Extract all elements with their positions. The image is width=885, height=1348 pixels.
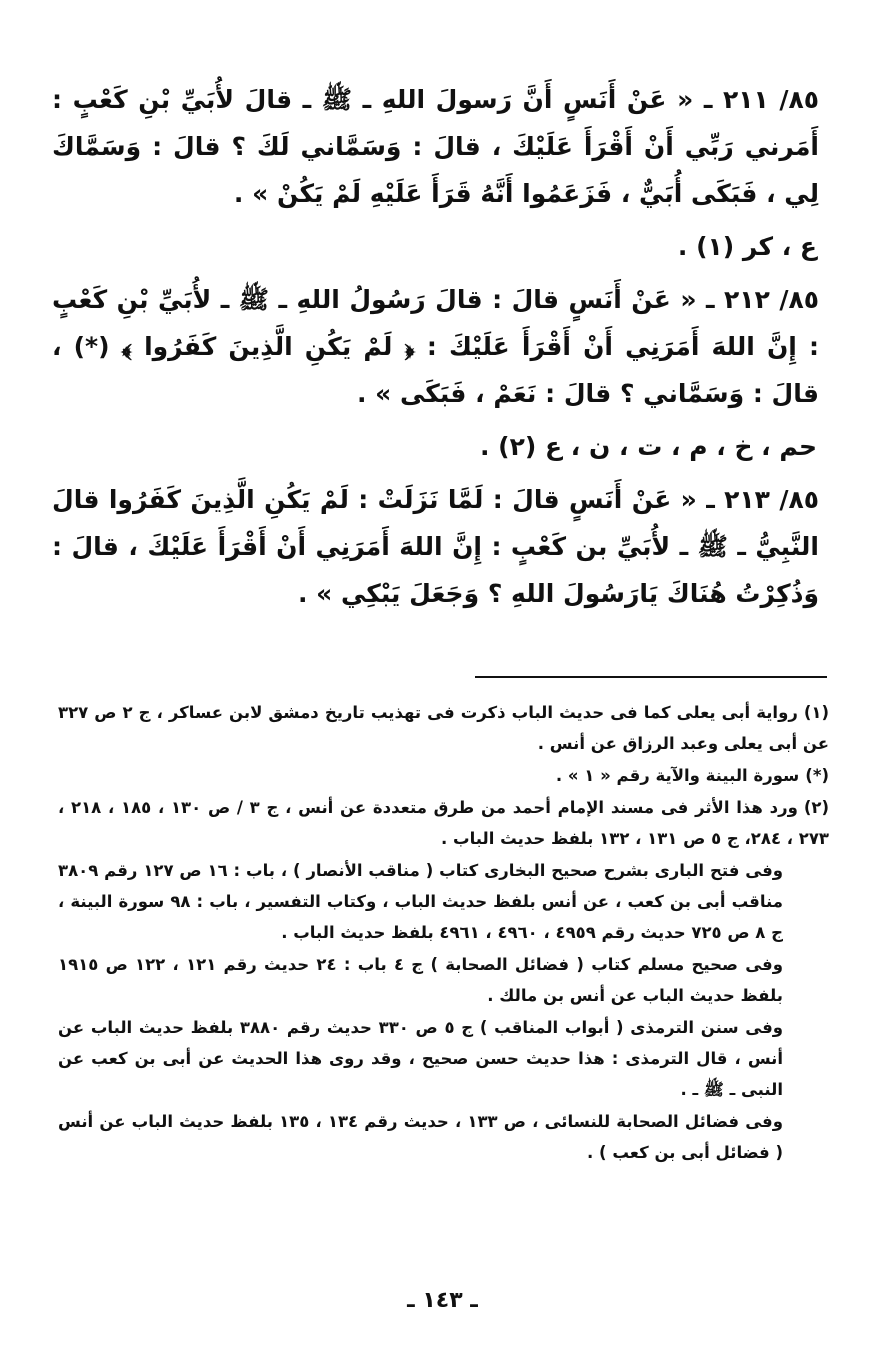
page-number: ـ ١٤٣ ـ: [407, 1288, 478, 1313]
footnote-2-muslim: وفى صحيح مسلم كتاب ( فضائل الصحابة ) ج ٤ باب : ٢٤ حديث رقم ١٢١ ، ١٢٢ ص ١٩١٥ بلفظ حديث الباب عن أنس بن مالك .: [58, 955, 783, 1005]
hadith-211-source: ع ، كر (١) .: [677, 232, 817, 261]
footnote-star: [58, 760, 829, 791]
footnote-2: [58, 792, 829, 854]
footnote-2-tirmidhi: وفى سنن الترمذى ( أبواب المناقب ) ج ٥ ص ٣٣٠ حديث رقم ٣٨٨٠ بلفظ حديث الباب عن أنس ، قال الترمذى : هذا حديث حسن صحيح ، وقد روى هذا الحديث عن أبى بن كعب عن النبى ـ ﷺ ـ .: [58, 1018, 784, 1099]
footnotes: [58, 697, 829, 1169]
footnote-star-marker: (*): [805, 766, 829, 785]
footnote-2-bukhari: وفى فتح البارى بشرح صحيح البخارى كتاب ( مناقب الأنصار ) ، باب : ١٦ ص ١٢٧ رقم ٣٨٠٩ مناقب أبى بن كعب ، عن أنس بلفظ حديث الباب ، وكتاب التفسير ، باب : ٩٨ سورة البينة ، ج ٨ ص ٧٢٥ حديث رقم ٤٩٥٩ ، ٤٩٦٠ ، ٤٩٦١ بلفظ حديث الباب .: [58, 861, 784, 942]
footnote-1-text: رواية أبى يعلى كما فى حديث الباب ذكرت فى تهذيب تاريخ دمشق لابن عساكر ، ج ٢ ص ٣٢٧ عن أبى يعلى وعبد الرزاق عن أنس .: [58, 703, 829, 753]
hadith-213: ٨٥/ ٢١٣ ـ « عَنْ أَنَسٍ قالَ : لَمَّا نَزَلَتْ : لَمْ يَكُنِ الَّذِينَ كَفَرُوا قالَ النَّبِيُّ ـ ﷺ ـ لأُبَيِّ بن كَعْبٍ : إِنَّ اللهَ أَمَرَنِي أَنْ أَقْرَأَ عَلَيْكَ ، قالَ : وَذُكِرْتُ هُنَاكَ يَارَسُولَ اللهِ ؟ وَجَعَلَ يَبْكِي » .: [52, 485, 819, 608]
footnote-2-marker: (٢): [803, 798, 829, 817]
footnote-1-marker: (١): [803, 703, 830, 722]
hadith-212-source: حم ، خ ، م ، ت ، ن ، ع (٢) .: [479, 432, 817, 461]
hadith-211: ٨٥/ ٢١١ ـ « عَنْ أَنَسٍ أَنَّ رَسولَ اللهِ ـ ﷺ ـ قالَ لأُبَيِّ بْنِ كَعْبٍ : أَمَرني رَبِّي أَنْ أَقْرَأَ عَلَيْكَ ، قالَ : وَسَمَّاني لَكَ ؟ قالَ : وَسَمَّاكَ لِي ، فَبَكَى أُبَيٌّ ، فَزَعَمُوا أَنَّهُ قَرَأَ عَلَيْهِ لَمْ يَكُنْ » .: [52, 85, 819, 208]
footnote-1: [58, 697, 829, 759]
main-text: [52, 76, 819, 617]
hadith-212: ٨٥/ ٢١٢ ـ « عَنْ أَنَسٍ قالَ : قالَ رَسُولُ اللهِ ـ ﷺ ـ لأُبَيِّ بْنِ كَعْبٍ : إِنَّ اللهَ أَمَرَنِي أَنْ أَقْرَأَ عَلَيْكَ : ﴿ لَمْ يَكُنِ الَّذِينَ كَفَرُوا ﴾ (*) ، قالَ : وَسَمَّاني ؟ قالَ : نَعَمْ ، فَبَكَى » .: [52, 285, 819, 408]
footnote-star-text: سورة البينة والآية رقم « ١ » .: [555, 766, 800, 785]
footnote-2-nasai: وفى فضائل الصحابة للنسائى ، ص ١٣٣ ، حديث رقم ١٣٤ ، ١٣٥ بلفظ حديث الباب عن أنس ( فضائل أبى بن كعب ) .: [58, 1112, 783, 1162]
footnote-2-text: ورد هذا الأثر فى مسند الإمام أحمد من طرق متعددة عن أنس ، ج ٣ / ص ١٣٠ ، ١٨٥ ، ٢١٨ ، ٢٧٣ ، ٢٨٤، ج ٥ ص ١٣١ ، ١٣٢ بلفظ حديث الباب .: [58, 798, 829, 848]
footnote-separator: [475, 676, 827, 678]
